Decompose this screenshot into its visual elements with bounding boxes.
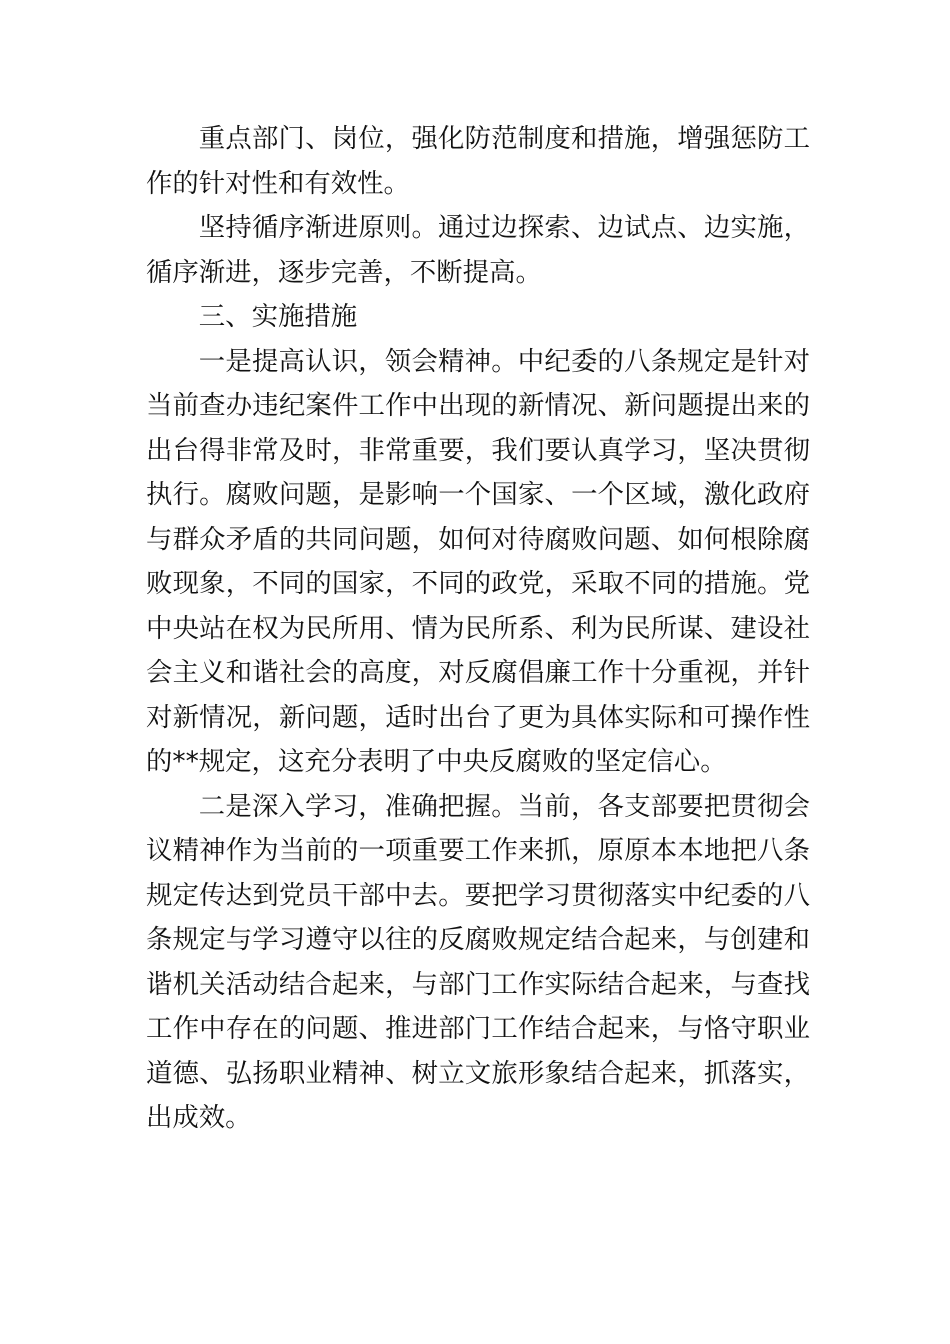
document-body [146, 117, 810, 1141]
paragraph-deep-study: 二是深入学习，准确把握。当前，各支部要把贯彻会议精神作为当前的一项重要工作来抓，原原本本地把八条规定传达到党员干部中去。要把学习贯彻落实中纪委的八条规定与学习遵守以往的反腐败规定结合起来，与创建和谐机关活动结合起来，与部门工作实际结合起来，与查找工作中存在的问题、推进部门工作结合起来，与恪守职业道德、弘扬职业精神、树立文旅形象结合起来，抓落实，出成效。 [146, 790, 810, 1133]
paragraph-raise-awareness: 一是提高认识，领会精神。中纪委的八条规定是针对当前查办违纪案件工作中出现的新情况、新问题提出来的出台得非常及时，非常重要，我们要认真学习，坚决贯彻执行。腐败问题，是影响一个国家、一个区域，激化政府与群众矛盾的共同问题，如何对待腐败问题、如何根除腐败现象，不同的国家，不同的政党，采取不同的措施。党中央站在权为民所用、情为民所系、利为民所谋、建设社会主义和谐社会的高度，对反腐倡廉工作十分重视，并针对新情况，新问题，适时出台了更为具体实际和可操作性的**规定，这充分表明了中央反腐败的坚定信心。 [146, 345, 810, 777]
paragraph-gradual-principle: 坚持循序渐进原则。通过边探索、边试点、边实施，循序渐进，逐步完善，不断提高。 [146, 212, 810, 288]
paragraph-continuation: 重点部门、岗位，强化防范制度和措施，增强惩防工作的针对性和有效性。 [146, 123, 810, 199]
section-heading-implementation: 三、实施措施 [198, 301, 358, 332]
